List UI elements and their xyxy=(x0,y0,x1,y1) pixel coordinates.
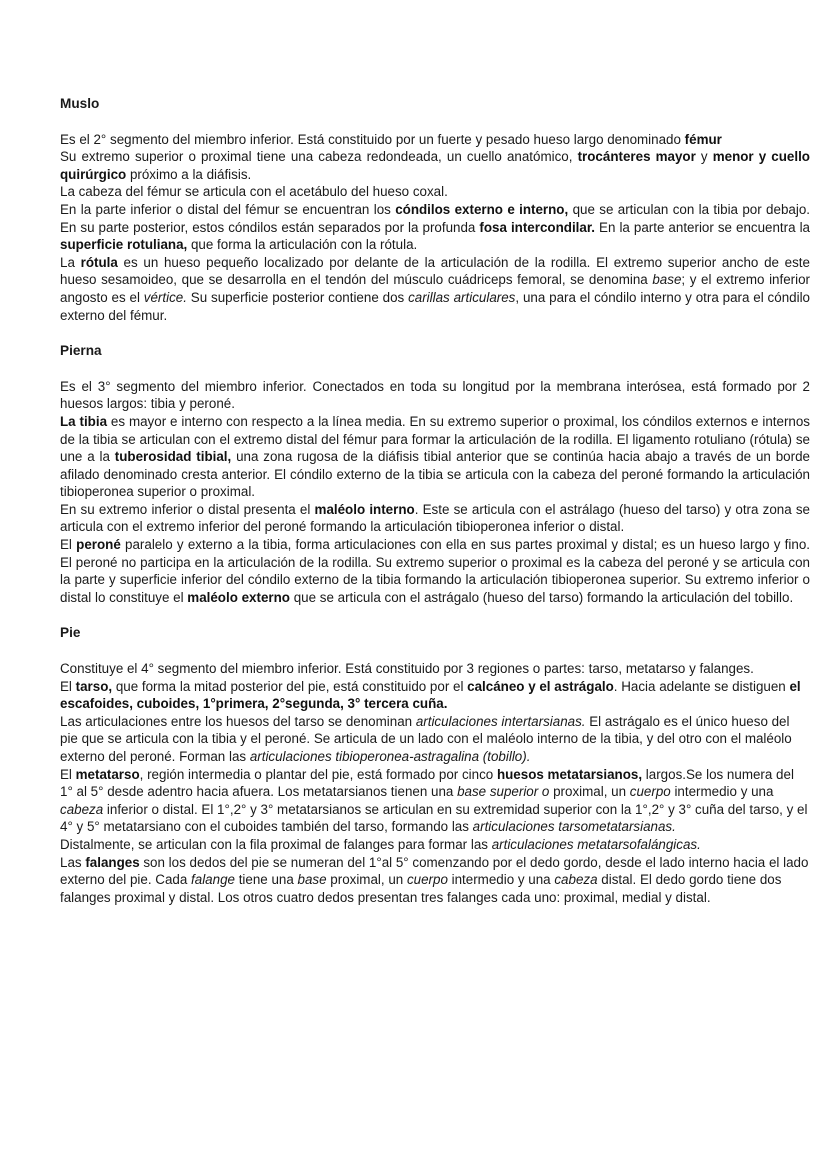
italic-term: articulaciones tarsometatarsianas. xyxy=(472,819,676,835)
text-run: Es el 3° segmento del miembro inferior. Conectados en toda su longitud por la membrana interósea, está formado por 2 huesos largos: tibia y peroné. xyxy=(60,378,810,412)
text-run: intermedio y una xyxy=(447,872,555,888)
text-run: Es el 2° segmento del miembro inferior. Está constituido por un fuerte y pesado hueso largo denominado xyxy=(60,131,685,147)
bold-term: trocánteres mayor xyxy=(577,149,696,165)
text-run: es un hueso pequeño localizado por delante de la articulación de la rodilla. El extremo superior ancho de este hueso sesamoideo, que se desarrolla en el tendón del músculo cuádriceps femoral, se denomina xyxy=(60,254,810,288)
bold-term: maléolo externo xyxy=(187,589,290,605)
text-run: son los dedos del pie se numeran del 1°al 5° comenzando por el dedo gordo, desde el lado interno hacia el lado externo del pie. Cada xyxy=(60,854,809,888)
paragraph xyxy=(60,378,810,413)
text-run: paralelo y externo a la tibia, forma articulaciones con ella en sus partes proximal y distal; es un hueso largo y fino. El peroné no participa en la articulación de la rodilla. Su extremo superior o proximal es la cabeza del peroné y se articula con la parte y superficie inferior del cóndilo externo de la tibia formando la articulación tibioperonea superior. Su extremo inferior o distal lo constituye el xyxy=(60,537,810,605)
text-run: que forma la mitad posterior del pie, está constituido por el xyxy=(112,678,468,694)
text-run: inferior o distal. El 1°,2° y 3° metatarsianos se articulan en su extremidad superior con la 1°,2° y 3° cuña del tarso, y el 4° y 5° metatarsiano con el cuboides también del tarso, formando las xyxy=(60,801,808,835)
text-run: , región intermedia o plantar del pie, está formado por cinco xyxy=(139,766,497,782)
paragraph xyxy=(60,148,810,183)
paragraph xyxy=(60,254,810,324)
italic-term: cabeza xyxy=(60,801,104,817)
paragraph xyxy=(60,713,810,766)
bold-term: tarso, xyxy=(75,678,113,694)
text-run: En su extremo inferior o distal presenta el xyxy=(60,501,315,517)
paragraph xyxy=(60,201,810,254)
paragraph xyxy=(60,766,810,836)
italic-term: articulaciones tibioperonea-astragalina (tobillo). xyxy=(249,749,531,764)
bold-term: superficie rotuliana, xyxy=(60,237,188,253)
text-run: Las articulaciones entre los huesos del tarso se denominan xyxy=(60,713,416,729)
text-run: La xyxy=(60,254,81,270)
paragraph xyxy=(60,183,810,201)
text-run: En la parte inferior o distal del fémur se encuentran los xyxy=(60,201,396,217)
text-run: Distalmente, se articulan con la fila proximal de falanges para formar las xyxy=(60,836,492,852)
paragraph xyxy=(60,413,810,501)
paragraph xyxy=(60,678,810,713)
text-run: El xyxy=(60,678,76,694)
text-run: Su superficie posterior contiene dos xyxy=(186,289,409,305)
bold-term: metatarso xyxy=(75,766,140,782)
italic-term: vértice. xyxy=(143,289,187,305)
italic-term: carillas articulares xyxy=(408,289,516,305)
text-run: que se articulan con la tibia por debajo. En su parte posterior, estos cóndilos están separados por la profunda xyxy=(60,201,810,235)
bold-term: La tibia xyxy=(60,413,108,429)
text-run: tiene una xyxy=(234,872,298,888)
section-muslo xyxy=(60,95,810,324)
bold-term: peroné xyxy=(76,537,121,553)
italic-term: cuerpo xyxy=(406,872,448,888)
bold-term: tuberosidad tibial, xyxy=(114,449,232,465)
paragraph xyxy=(60,536,810,606)
section-pierna xyxy=(60,342,810,606)
text-run: El astrágalo es el único hueso del pie que se articula con la tibia y el peroné. Se articula de un lado con el maléolo interno de la tibia, y del otro con el maléolo externo del peroné. Forman las xyxy=(60,713,792,764)
italic-term: cabeza xyxy=(554,872,598,888)
paragraph xyxy=(60,660,810,678)
text-run: que forma la articulación con la rótula. xyxy=(187,237,418,253)
paragraph xyxy=(60,854,810,907)
text-run: El xyxy=(60,537,77,553)
text-run: ; y el extremo inferior angosto es el xyxy=(60,272,810,305)
text-run: y xyxy=(695,149,713,165)
text-run: . Este se articula con el astrálago (hueso del tarso) y otra zona se articula con el extremo inferior del peroné formando la articulación tibioperonea inferior o distal. xyxy=(60,501,810,535)
italic-term: base superior o xyxy=(457,784,550,800)
paragraph xyxy=(60,836,810,854)
text-run: Constituye el 4° segmento del miembro inferior. Está constituido por 3 regiones o partes: tarso, metatarso y falanges. xyxy=(60,661,754,677)
text-run: Su extremo superior o proximal tiene una cabeza redondeada, un cuello anatómico, xyxy=(60,149,578,165)
italic-term: articulaciones intertarsianas. xyxy=(415,713,586,729)
text-run: Las xyxy=(60,854,86,870)
paragraph xyxy=(60,501,810,536)
bold-term: falanges xyxy=(85,854,140,870)
section-heading: Muslo xyxy=(60,96,100,111)
text-run: largos.Se los numera del 1° al 5° desde adentro hacia afuera. Los metatarsianos tienen una xyxy=(60,766,794,800)
text-run: próximo a la diáfisis. xyxy=(126,166,252,182)
italic-term: falange xyxy=(191,872,235,888)
bold-term: huesos metatarsianos, xyxy=(496,766,643,782)
section-heading: Pie xyxy=(60,625,81,641)
text-run: distal. El dedo gordo tiene dos falanges proximal y distal. Los otros cuatro dedos presentan tres falanges cada uno: proximal, medial y distal. xyxy=(60,872,782,905)
section-pie xyxy=(60,624,810,906)
bold-term: maléolo interno xyxy=(314,501,415,517)
text-run: es mayor e interno con respecto a la línea media. En su extremo superior o proximal, los cóndilos externos e internos de la tibia se articulan con el extremo distal del fémur para formar la articulación de la rodilla. El ligamento rotuliano (rótula) se une a la xyxy=(60,413,810,465)
bold-term: menor y cuello quirúrgico xyxy=(60,149,810,182)
italic-term: cuerpo xyxy=(629,784,671,800)
bold-term: el escafoides, cuboides, 1°primera, 2°segunda, 3° tercera cuña. xyxy=(60,678,801,712)
text-run: La cabeza del fémur se articula con el acetábulo del hueso coxal. xyxy=(60,184,448,200)
italic-term: base xyxy=(652,272,682,288)
italic-term: articulaciones metatarsofalángicas. xyxy=(491,836,701,852)
bold-term: fosa intercondilar. xyxy=(479,219,596,235)
section-heading: Pierna xyxy=(60,343,102,359)
text-run: que se articula con el astrágalo (hueso del tarso) formando la articulación del tobillo. xyxy=(289,589,794,605)
text-run: proximal, un xyxy=(326,872,407,888)
text-run: El xyxy=(60,766,76,782)
italic-term: base xyxy=(297,872,327,888)
bold-term: rótula xyxy=(80,254,118,270)
paragraph xyxy=(60,131,810,149)
text-run: En la parte anterior se encuentra la xyxy=(595,219,810,235)
text-run: . Hacia adelante se distiguen xyxy=(613,678,790,694)
bold-term: cóndilos externo e interno, xyxy=(395,201,569,217)
bold-term: fémur xyxy=(684,131,722,147)
text-run: , una para el cóndilo interno y otra para el cóndilo externo del fémur. xyxy=(60,289,810,323)
text-run: proximal, un xyxy=(549,784,630,800)
text-run: intermedio y una xyxy=(670,784,774,800)
document-body xyxy=(60,95,810,924)
text-run: una zona rugosa de la diáfisis tibial anterior que se continúa hacia abajo a través de un borde afilado denominado cresta anterior. El cóndilo externo de la tibia se articula con la cabeza del peroné formando la articulación tibioperonea superior o proximal. xyxy=(60,449,810,500)
bold-term: calcáneo y el astrágalo xyxy=(467,678,614,694)
